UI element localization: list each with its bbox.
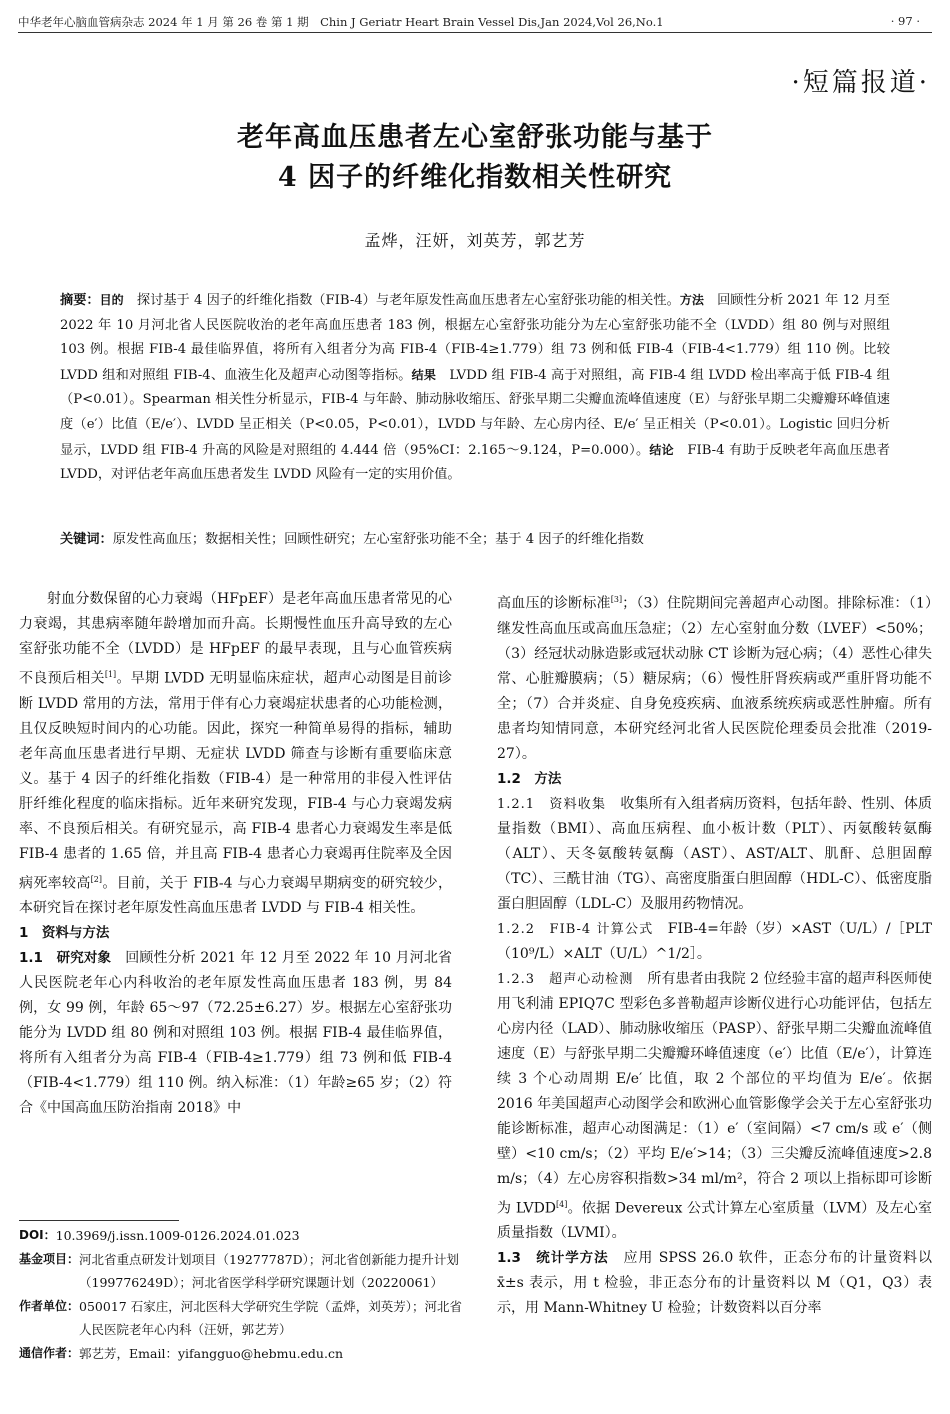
corr-label: 通信作者：	[19, 1345, 80, 1360]
corr-line	[19, 1342, 464, 1366]
results-text: LVDD 组 FIB-4 高于对照组，高 FIB-4 组 LVDD 检出率高于低 FIB-4 组（P<0.01）。Spearman 相关性分析显示，FIB-4 与年龄、肺动脉收缩压、舒张早期二尖瓣血流峰值速度（E）与舒张早期二尖瓣瓣环峰值速度（e′）比值（E/e′）、LVDD 呈正相关（P<0.05，P<0.01），LVDD 与年龄、左心房内径、E/e′ 呈正相关（P<0.01）。Logistic 回归分析显示，LVDD 组 FIB-4 升高的风险是对照组的 4.444 倍（95%CI：2.165～9.124，P=0.000）。	[60, 367, 890, 458]
criteria-text-a: 高血压的诊断标准	[497, 595, 611, 612]
journal-citation: 中华老年心脑血管病杂志 2024 年 1 月 第 26 卷 第 1 期 Chin J Geriatr Heart Brain Vessel Dis,Jan 2024,Vol 26,No.1	[18, 15, 664, 29]
section-1-1-text: 回顾性分析 2021 年 12 月至 2022 年 10 月河北省人民医院老年心内科收治的老年原发性高血压患者 183 例，男 84 例，女 99 例，年龄 65～97（72.25±6.27）岁。根据左心室舒张功能分为 LVDD 组 80 例和对照组 103 例。根据 FIB-4 最佳临界值，将所有入组者分为高 FIB-4（FIB-4≥1.779）组 73 例和低 FIB-4（FIB-4<1.779）组 110 例。纳入标准：（1）年龄≥65 岁；（2）符合《中国高血压防治指南 2018》中	[19, 950, 452, 1117]
section-1-3-text: 应用 SPSS 26.0 软件，正态分布的计量资料以 x̄±s 表示，用 t 检验，非正态分布的计量资料以 M（Q1，Q3）表示，用 Mann-Whitney U 检验；计数资料以百分率	[497, 1250, 932, 1317]
methods-text: 回顾性分析 2021 年 12 月至 2022 年 10 月河北省人民医院收治的老年高血压患者 183 例，根据左心室舒张功能分为左心室舒张功能不全（LVDD）组 80 例与对照组 103 例。根据 FIB-4 最佳临界值，将所有入组者分为高 FIB-4（FIB-4≥1.779）组 73 例和低 FIB-4（FIB-4<1.779）组 110 例。比较 LVDD 组和对照组 FIB-4、血液生化及超声心动图等指标。	[60, 293, 890, 383]
section-1-2-1	[497, 792, 932, 917]
keywords	[60, 528, 890, 552]
conclusion-text: FIB-4 有助于反映老年高血压患者 LVDD，对评估老年高血压患者发生 LVDD 风险有一定的实用价值。	[60, 442, 890, 483]
unit-value: 050017 石家庄，河北医科大学研究生学院（孟烨，刘英芳）；河北省人民医院老年心内科（汪妍，郭艺芳）	[79, 1298, 462, 1337]
article-title	[0, 118, 950, 198]
objective-label: 目的	[99, 293, 124, 307]
title-line-2: 4 因子的纤维化指数相关性研究	[277, 162, 673, 193]
keywords-label: 关键词：	[60, 532, 113, 547]
section-1-2-3-heading: 1.2.3 超声心动检测	[497, 971, 634, 987]
footnote-rule	[19, 1220, 179, 1221]
section-1-2-1-text: 收集所有入组者病历资料，包括年龄、性别、体质量指数（BMI）、高血压病程、血小板计数（PLT）、丙氨酸转氨酶（ALT）、天冬氨酸转氨酶（AST）、AST/ALT、肌酐、总胆固醇（TC）、三酰甘油（TG）、高密度脂蛋白胆固醇（HDL-C）、低密度脂蛋白胆固醇（LDL-C）及服用药物情况。	[497, 795, 933, 912]
page-number: · 97 ·	[890, 14, 920, 28]
ref-4: [4]	[556, 1199, 568, 1209]
section-tag: ·短篇报道·	[791, 68, 930, 98]
section-1-2-3-text-a: 所有患者由我院 2 位经验丰富的超声科医师使用飞利浦 EPIQ7C 型彩色多普勒超声诊断仪进行心功能评估，包括左心房内径（LAD）、肺动脉收缩压（PASP）、舒张早期二尖瓣血流峰值速度（E）与舒张早期二尖瓣瓣环峰值速度（e′）比值（E/e′），计算连续 3 个心动周期 E/e′ 比值，取 2 个部位的平均值为 E/e′。依据 2016 年美国超声心动图学会和欧洲心血管影像学会关于左心室舒张功能诊断标准，超声心动图满足：（1）e′（室间隔）<7 cm/s 或 e′（侧壁）<10 cm/s；（2）平均 E/e′>14；（3）三尖瓣反流峰值速度>2.8 m/s；（4）左心房容积指数>34 ml/m²，符合 2 项以上指标即可诊断为 LVDD	[497, 970, 933, 1217]
right-column	[497, 587, 932, 1321]
section-1-2-3	[497, 967, 932, 1247]
abstract	[60, 288, 890, 488]
intro-text-1: 射血分数保留的心力衰竭（HFpEF）是老年高血压患者常见的心力衰竭，其患病率随年龄增加而升高。长期慢性血压升高导致的左心室舒张功能不全（LVDD）是 HFpEF 的最早表现，且与心血管疾病不良预后相关	[19, 591, 452, 687]
conclusion-label: 结论	[649, 442, 674, 457]
authors: 孟烨，汪妍，刘英芳，郭艺芳	[364, 231, 586, 250]
unit-label: 作者单位：	[19, 1298, 80, 1313]
title-line-1: 老年高血压患者左心室舒张功能与基于	[237, 122, 713, 153]
keywords-text: 原发性高血压；数据相关性；回顾性研究；左心室舒张功能不全；基于 4 因子的纤维化指数	[112, 532, 644, 547]
ref-2: [2]	[90, 874, 103, 884]
section-1-2-2	[497, 917, 932, 967]
section-1-2-1-heading: 1.2.1 资料收集	[497, 796, 607, 812]
objective-text: 探讨基于 4 因子的纤维化指数（FIB-4）与老年原发性高血压患者左心室舒张功能的相关性。	[123, 293, 680, 308]
section-1-3	[497, 1246, 932, 1321]
criteria-paragraph	[497, 587, 932, 767]
section-1-1	[19, 946, 452, 1121]
section-1-2-2-heading: 1.2.2 FIB-4 计算公式	[497, 921, 654, 937]
unit-line	[19, 1295, 464, 1342]
intro-paragraph	[19, 587, 452, 921]
ref-1: [1]	[104, 670, 117, 679]
results-label: 结果	[411, 367, 437, 382]
doi-line	[19, 1224, 464, 1248]
section-1-2-3-text-b: 。依据 Devereux 公式计算左心室质量（LVM）及左心室质量指数（LVMI）。	[497, 1200, 932, 1242]
section-1-heading: 1 资料与方法	[19, 925, 110, 942]
doi-value: 10.3969/j.issn.1009-0126.2024.01.023	[55, 1228, 300, 1243]
corr-value: 郭艺芳，Email：yifangguo@hebmu.edu.cn	[79, 1345, 344, 1361]
fund-label: 基金项目：	[19, 1251, 80, 1266]
left-column	[19, 587, 452, 1121]
section-1-2-2-text: FIB-4=年龄（岁）×AST（U/L）/［PLT（10⁹/L）×ALT（U/L）^1/2］。	[497, 920, 933, 962]
fund-value: 河北省重点研发计划项目（19277787D）；河北省创新能力提升计划（199776249D）；河北省医学科学研究课题计划（20220061）	[79, 1251, 459, 1290]
criteria-text-b: ；（3）住院期间完善超声心动图。排除标准：（1）继发性高血压或高血压急症；（2）左心室射血分数（LVEF）<50%；（3）经冠状动脉造影或冠状动脉 CT 诊断为冠心病；（4）恶性心律失常、心脏瓣膜病；（5）糖尿病；（6）慢性肝肾疾病或严重肝肾功能不全；（7）合并炎症、自身免疫疾病、血液系统疾病或恶性肿瘤。所有患者均知情同意，本研究经河北省人民医院伦理委员会批准（2019-27）。	[497, 595, 932, 762]
section-1-2-heading: 1.2 方法	[497, 770, 562, 787]
ref-3: [3]	[610, 595, 623, 604]
footnotes	[19, 1224, 464, 1365]
intro-text-2: 。早期 LVDD 无明显临床症状，超声心动图是目前诊断 LVDD 常用的方法，常用于伴有心力衰竭症状患者的心功能检测，且仅反映短时间内的心功能。因此，探究一种简单易得的指标，辅助老年高血压患者进行早期、无症状 LVDD 筛查与诊断有重要临床意义。基于 4 因子的纤维化指数（FIB-4）是一种常用的非侵入性评估肝纤维化程度的临床指标。近年来研究发现，FIB-4 与心力衰竭发病率、不良预后相关。有研究显示，高 FIB-4 患者心力衰竭发生率是低 FIB-4 患者的 1.65 倍，并且高 FIB-4 患者心力衰竭再住院率及全因病死率较高	[19, 670, 452, 892]
doi-label: DOI：	[19, 1228, 56, 1242]
section-1-1-heading: 1.1 研究对象	[19, 950, 112, 967]
intro-text-3: 。目前，关于 FIB-4 与心力衰竭早期病变的研究较少，本研究旨在探讨老年原发性高血压患者 LVDD 与 FIB-4 相关性。	[19, 875, 452, 917]
running-header	[18, 10, 932, 33]
abstract-label: 摘要：	[60, 293, 100, 308]
fund-line	[19, 1248, 464, 1295]
methods-label: 方法	[679, 293, 704, 307]
section-1-3-heading: 1.3 统计学方法	[497, 1250, 609, 1267]
